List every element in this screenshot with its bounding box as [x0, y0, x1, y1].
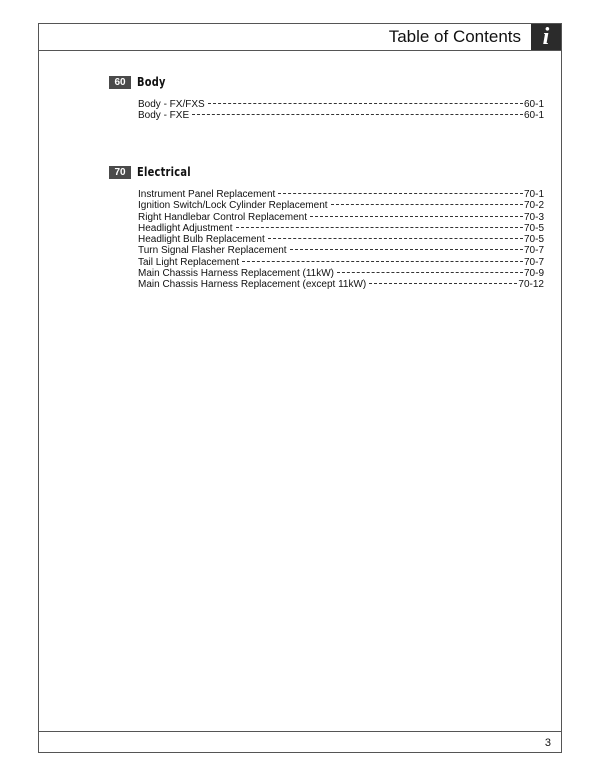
toc-entry[interactable] — [138, 223, 544, 234]
section-title: Body — [137, 75, 166, 89]
section-title: Electrical — [137, 165, 191, 179]
dot-leader — [242, 261, 523, 262]
toc-entry[interactable] — [138, 212, 544, 223]
section-number-badge: 60 — [109, 76, 131, 89]
toc-entry-page: 70-3 — [523, 211, 544, 223]
toc-entry-page: 70-5 — [523, 234, 544, 246]
section-header — [109, 164, 544, 180]
toc-entry-page: 70-12 — [518, 279, 544, 291]
dot-leader — [208, 103, 523, 104]
section-body — [109, 74, 544, 122]
toc-entry-title: Instrument Panel Replacement — [138, 189, 276, 200]
footer-divider — [39, 731, 561, 732]
dot-leader — [290, 249, 523, 250]
dot-leader — [192, 114, 523, 115]
section-electrical — [109, 164, 544, 291]
toc-entry[interactable] — [138, 234, 544, 245]
dot-leader — [278, 193, 523, 194]
toc-entry-title: Tail Light Replacement — [138, 256, 240, 268]
toc-entry-title: Ignition Switch/Lock Cylinder Replacement — [138, 200, 328, 212]
header-divider — [39, 50, 561, 51]
toc-entry[interactable] — [138, 268, 544, 279]
section-number-badge: 70 — [109, 166, 131, 179]
toc-entry[interactable] — [138, 200, 544, 211]
toc-entry[interactable] — [138, 189, 544, 200]
toc-entry-title: Turn Signal Flasher Replacement — [138, 245, 287, 257]
toc-entry-title: Body - FXE — [138, 110, 190, 122]
toc-entry[interactable] — [138, 257, 544, 268]
toc-entry-title: Headlight Bulb Replacement — [138, 234, 265, 246]
toc-entry[interactable] — [138, 99, 544, 110]
dot-leader — [310, 216, 523, 217]
page-number: 3 — [544, 737, 551, 749]
toc-entry[interactable] — [138, 279, 544, 290]
toc-entry-title: Body - FX/FXS — [138, 99, 205, 110]
page-title: Table of Contents — [388, 27, 521, 46]
toc-entry[interactable] — [138, 245, 544, 256]
toc-entry-title: Right Handlebar Control Replacement — [138, 211, 307, 223]
toc-entry-list — [138, 189, 544, 291]
dot-leader — [236, 227, 523, 228]
toc-entry-page: 60-1 — [523, 110, 544, 122]
toc-entry-list — [138, 99, 544, 122]
toc-entry-title: Headlight Adjustment — [138, 222, 233, 234]
toc-entry-page: 70-7 — [523, 245, 544, 257]
toc-entry-page: 70-7 — [523, 256, 544, 268]
dot-leader — [268, 238, 523, 239]
section-header — [109, 74, 544, 90]
toc-entry-title: Main Chassis Harness Replacement (11kW) — [138, 268, 334, 280]
toc-entry-page: 70-9 — [523, 268, 544, 280]
toc-entry-page: 60-1 — [523, 99, 544, 110]
dot-leader — [369, 283, 517, 284]
toc-entry-page: 70-1 — [523, 189, 544, 200]
toc-entry-title: Main Chassis Harness Replacement (except 11kW) — [138, 279, 367, 291]
dot-leader — [331, 204, 523, 205]
toc-entry-page: 70-5 — [523, 222, 544, 234]
page-frame — [38, 23, 562, 753]
toc-entry[interactable] — [138, 110, 544, 121]
info-icon: i — [531, 24, 561, 51]
toc-entry-page: 70-2 — [523, 200, 544, 212]
dot-leader — [337, 272, 523, 273]
